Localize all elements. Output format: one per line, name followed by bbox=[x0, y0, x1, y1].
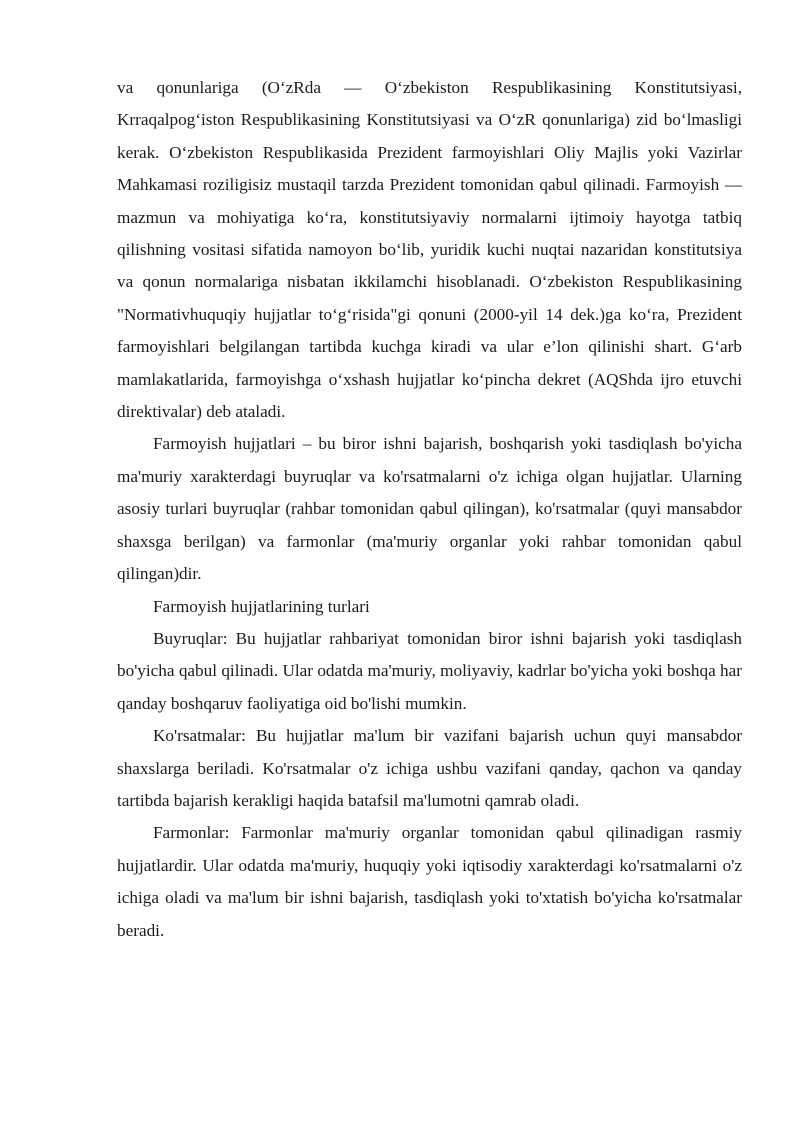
paragraph-definition: Farmoyish hujjatlari – bu biror ishni bajarish, boshqarish yoki tasdiqlash bo'yicha ma'muriy xarakterdagi buyruqlar va ko'rsatmalarni o'z ichiga olgan hujjatlar. Ularning asosiy turlari buyruqlar (rahbar tomonidan qabul qilingan), ko'rsatmalar (quyi mansabdor shaxsga berilgan) va farmonlar (ma'muriy organlar yoki rahbar tomonidan qabul qilingan)dir. bbox=[117, 434, 742, 584]
paragraph-decrees: Farmonlar: Farmonlar ma'muriy organlar tomonidan qabul qilinadigan rasmiy hujjatlardir. Ular odatda ma'muriy, huquqiy yoki iqtisodiy xarakterdagi ko'rsatmalarni o'z ichiga oladi va ma'lum bir ishni bajarish, tasdiqlash yoki to'xtatish bo'yicha ko'rsatmalar beradi. bbox=[117, 823, 742, 940]
document-body bbox=[117, 72, 742, 947]
paragraph-orders: Buyruqlar: Bu hujjatlar rahbariyat tomonidan biror ishni bajarish yoki tasdiqlash bo'yicha qabul qilinadi. Ular odatda ma'muriy, moliyaviy, kadrlar bo'yicha yoki boshqa har qanday boshqaruv faoliyatiga oid bo'lishi mumkin. bbox=[117, 628, 742, 713]
section-heading: Farmoyish hujjatlarining turlari bbox=[153, 596, 370, 616]
paragraph-instructions: Ko'rsatmalar: Bu hujjatlar ma'lum bir vazifani bajarish uchun quyi mansabdor shaxslarga beriladi. Ko'rsatmalar o'z ichiga ushbu vazifani qanday, qachon va qanday tartibda bajarish kerakligi haqida batafsil ma'lumotni qamrab oladi. bbox=[117, 726, 742, 810]
paragraph-continuation: va qonunlariga (O‘zRda — O‘zbekiston Respublikasining Konstitutsiyasi, Krraqalpog‘iston Respublikasining Konstitutsiyasi va O‘zR qonunlariga) zid bo‘lmasligi kerak. O‘zbekiston Respublikasida Prezident farmoyishlari Oliy Majlis yoki Vazirlar Mahkamasi roziligisiz mustaqil tarzda Prezident tomonidan qabul qilinadi. Farmoyish — mazmun va mohiyatiga ko‘ra, konstitutsiyaviy normalarni ijtimoiy hayotga tatbiq qilishning vositasi sifatida namoyon bo‘lib, yuridik kuchi nuqtai nazaridan konstitutsiya va qonun normalariga nisbatan ikkilamchi hisoblanadi. O‘zbekiston Respublikasining "Normativhuquqiy hujjatlar to‘g‘risida"gi qonuni (2000-yil 14 dek.)ga ko‘ra, Prezident farmoyishlari belgilangan tartibda kuchga kiradi va ular e’lon qilinishi shart. G‘arb mamlakatlarida, farmoyishga o‘xshash hujjatlar ko‘pincha dekret (AQShda ijro etuvchi direktivalar) deb ataladi. bbox=[117, 78, 742, 422]
